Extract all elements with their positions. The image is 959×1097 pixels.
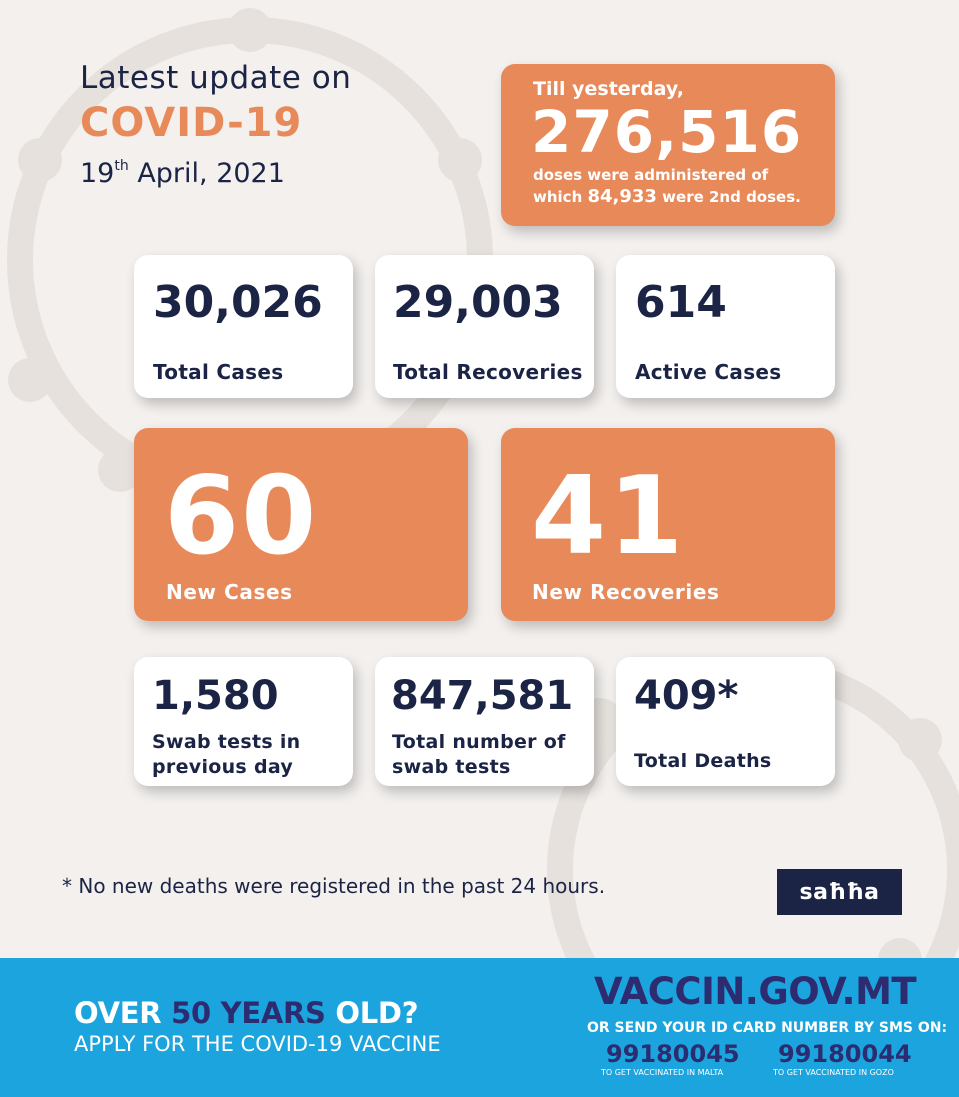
malta-note: TO GET VACCINATED IN MALTA (601, 1068, 724, 1077)
total-recoveries-label: Total Recoveries (393, 360, 583, 384)
new-recoveries-card (501, 428, 835, 621)
vaccination-second-doses: 84,933 (587, 186, 657, 207)
banner-headline-highlight: 50 YEARS (171, 996, 326, 1030)
swab-prev-day-label-line2: previous day (152, 756, 294, 778)
swab-total-label-line2: swab tests (392, 756, 511, 778)
swab-prev-day-card (134, 657, 353, 786)
banner-headline-b: OLD? (325, 996, 419, 1030)
new-cases-card (134, 428, 468, 621)
banner-headline (74, 996, 418, 1030)
new-cases-value: 60 (164, 454, 319, 579)
vaccination-doses: 276,516 (531, 98, 803, 166)
vaccination-line2-suffix: were 2nd doses. (656, 188, 801, 206)
malta-sms-number: 99180045 (606, 1040, 740, 1068)
vaccination-line2 (533, 186, 801, 207)
vaccination-line1: doses were administered of (533, 166, 769, 184)
swab-prev-day-value: 1,580 (152, 673, 279, 719)
header-subject: COVID-19 (80, 100, 303, 146)
vaccine-banner (0, 958, 959, 1097)
gozo-note: TO GET VACCINATED IN GOZO (773, 1068, 894, 1077)
vaccination-intro: Till yesterday, (533, 78, 684, 100)
total-recoveries-value: 29,003 (393, 277, 563, 328)
vaccination-card (501, 64, 835, 226)
active-cases-value: 614 (635, 277, 727, 328)
total-recoveries-card (375, 255, 594, 398)
banner-subline: APPLY FOR THE COVID-19 VACCINE (74, 1032, 441, 1056)
new-recoveries-label: New Recoveries (532, 580, 720, 604)
total-cases-card (134, 255, 353, 398)
active-cases-card (616, 255, 835, 398)
date-rest: April, 2021 (128, 158, 285, 189)
new-cases-label: New Cases (166, 580, 293, 604)
new-recoveries-value: 41 (531, 454, 686, 579)
swab-total-label-line1: Total number of (392, 731, 566, 753)
total-cases-value: 30,026 (153, 277, 323, 328)
total-deaths-label: Total Deaths (634, 750, 772, 772)
footnote: * No new deaths were registered in the past 24 hours. (62, 874, 606, 898)
date-suffix: th (114, 158, 129, 174)
total-cases-label: Total Cases (153, 360, 284, 384)
date-day: 19 (80, 158, 115, 189)
header-date (80, 158, 285, 189)
banner-headline-a: OVER (74, 996, 172, 1030)
swab-prev-day-label-line1: Swab tests in (152, 731, 301, 753)
vaccination-line2-prefix: which (533, 188, 588, 206)
active-cases-label: Active Cases (635, 360, 782, 384)
swab-total-value: 847,581 (391, 673, 574, 719)
sahha-logo: saħħa (777, 869, 902, 915)
vaccine-website-link[interactable]: VACCIN.GOV.MT (594, 970, 917, 1013)
total-deaths-card (616, 657, 835, 786)
total-deaths-value: 409* (634, 673, 739, 719)
header-title: Latest update on (80, 60, 352, 96)
swab-total-card (375, 657, 594, 786)
sms-instruction: OR SEND YOUR ID CARD NUMBER BY SMS ON: (587, 1020, 948, 1036)
gozo-sms-number: 99180044 (778, 1040, 912, 1068)
